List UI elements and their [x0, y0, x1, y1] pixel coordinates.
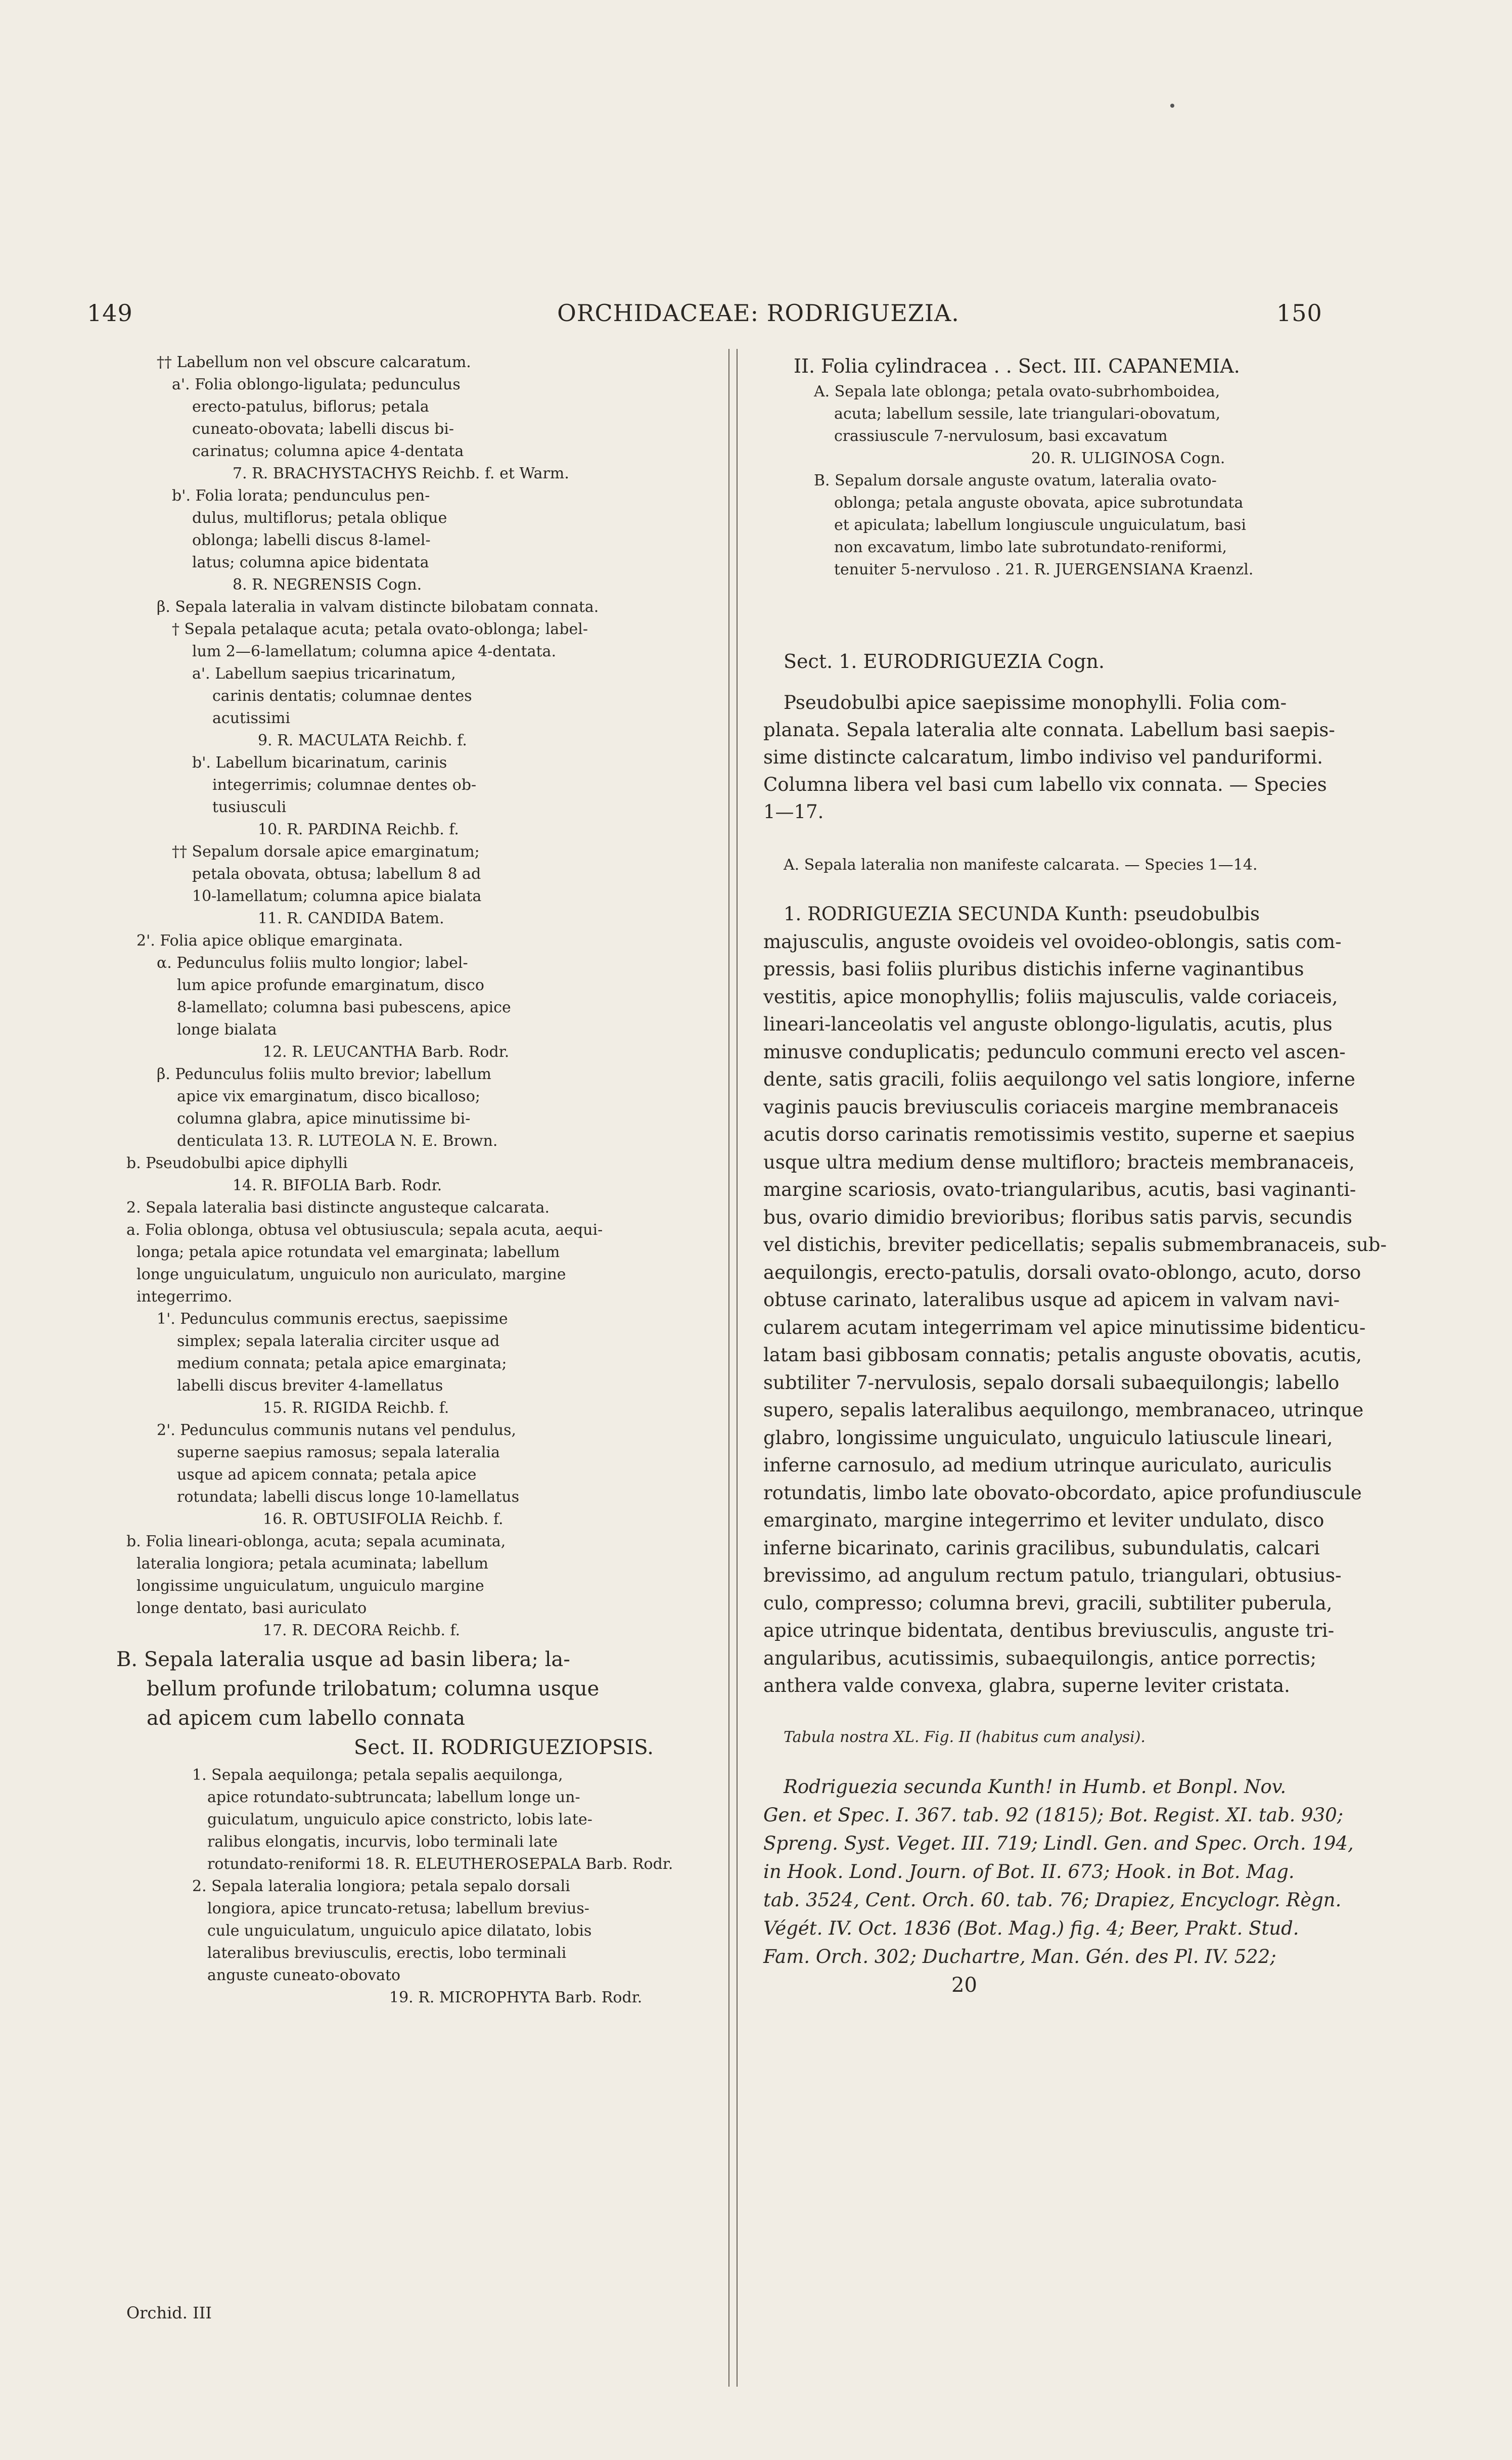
right-column — [763, 351, 1387, 1997]
key-line: carinatus; columna apice 4-dentata — [192, 442, 464, 460]
key-line: lum 2—6-lamellatum; columna apice 4-dentata. — [192, 643, 557, 660]
key-line: 10. R. PARDINA Reichb. f. — [258, 821, 459, 838]
key-line: crassiuscule 7-nervulosum, basi excavatum — [834, 427, 1168, 445]
text-line: subtiliter 7-nervulosis, sepalo dorsali subaequilongis; labello — [763, 1371, 1340, 1394]
key-line: tusiusculi — [212, 798, 287, 816]
text-line: majusculis, anguste ovoideis vel ovoideo-oblongis, satis com- — [763, 930, 1342, 953]
sect1-description — [763, 689, 1367, 826]
running-title: ORCHIDACEAE: RODRIGUEZIA. — [557, 299, 959, 327]
text-line: lineari-lanceolatis vel anguste oblongo-ligulatis, acutis, plus — [763, 1013, 1333, 1035]
key-line: et apiculata; labellum longiuscule unguiculatum, basi — [834, 516, 1246, 534]
key-line: apice vix emarginatum, disco bicalloso; — [177, 1088, 480, 1105]
key-line: b. Pseudobulbi apice diphylli — [126, 1154, 348, 1172]
text-line: Spreng. Syst. Veget. III. 719; Lindl. Gen. and Spec. Orch. 194, — [763, 1832, 1354, 1854]
left-column — [116, 351, 703, 2009]
key-line: longe unguiculatum, unguiculo non auriculato, margine — [136, 1266, 566, 1283]
text-line: planata. Sepala lateralia alte connata. Labellum basi saepis- — [763, 719, 1335, 741]
key-line: †† Sepalum dorsale apice emarginatum; — [172, 843, 480, 861]
key-line: †† Labellum non vel obscure calcaratum. — [157, 353, 471, 371]
key-line: apice rotundato-subtruncata; labellum longe un- — [207, 1788, 580, 1806]
key-line: B. Sepalum dorsale anguste ovatum, lateralia ovato- — [814, 472, 1217, 489]
key-line: integerrimis; columnae dentes ob- — [212, 776, 477, 794]
key-line: 1. Sepala aequilonga; petala sepalis aequilonga, — [192, 1766, 563, 1784]
text-line: glabro, longissime unguiculato, unguiculo latiuscule lineari, — [763, 1426, 1333, 1449]
key-line: 17. R. DECORA Reichb. f. — [263, 1622, 461, 1639]
text-line: brevissimo, ad angulum rectum patulo, triangulari, obtusius- — [763, 1564, 1342, 1586]
section-b-line-2: bellum profunde trilobatum; columna usque — [147, 1677, 600, 1701]
text-line: anthera valde convexa, glabra, superne leviter cristata. — [763, 1675, 1290, 1696]
key-line: lateralibus breviusculis, erectis, lobo terminali — [207, 1944, 567, 1962]
key-line: † Sepala petalaque acuta; petala ovato-oblonga; label- — [172, 620, 588, 638]
key-line: b'. Labellum bicarinatum, carinis — [192, 754, 447, 772]
text-line: acutis dorso carinatis remotissimis vestito, superne et saepius — [763, 1124, 1355, 1145]
text-line: vel distichis, breviter pedicellatis; sepalis submembranaceis, sub- — [763, 1234, 1387, 1256]
key-line: 20. R. ULIGINOSA Cogn. — [1031, 450, 1225, 467]
section-b-line-3: ad apicem cum labello connata — [147, 1707, 466, 1730]
key-line: 8-lamellato; columna basi pubescens, apice — [177, 999, 511, 1016]
text-line: latam basi gibbosam connatis; petalis anguste obovatis, acutis, — [763, 1344, 1362, 1366]
species-1-description — [763, 901, 1387, 1700]
key-line: guiculatum, unguiculo apice constricto, lobis late- — [207, 1811, 592, 1828]
key-line: dulus, multiflorus; petala oblique — [192, 509, 447, 527]
text-line: Columna libera vel basi cum labello vix connata. — Species — [763, 774, 1327, 795]
key-line: denticulata 13. R. LUTEOLA N. E. Brown. — [177, 1132, 498, 1150]
text-line: in Hook. Lond. Journ. of Bot. II. 673; Hook. in Bot. Mag. — [763, 1860, 1295, 1883]
key-line: simplex; sepala lateralia circiter usque ad — [177, 1332, 500, 1350]
key-line: non excavatum, limbo late subrotundato-reniformi, — [834, 539, 1227, 556]
key-line: 15. R. RIGIDA Reichb. f. — [263, 1399, 449, 1417]
key-line: cuneato-obovata; labelli discus bi- — [192, 420, 454, 438]
left-key-list-2 — [126, 1764, 703, 2009]
key-line: longissime unguiculatum, unguiculo margine — [136, 1577, 484, 1595]
key-line: tenuiter 5-nervuloso . 21. R. JUERGENSIANA Kraenzl. — [834, 561, 1254, 578]
text-line: sime distincte calcaratum, limbo indiviso vel panduriformi. — [763, 746, 1323, 768]
key-line: labelli discus breviter 4-lamellatus — [177, 1377, 443, 1395]
key-line: carinis dentatis; columnae dentes — [212, 687, 472, 705]
key-line: acuta; labellum sessile, late triangulari-obovatum, — [834, 405, 1221, 423]
footer-left: Orchid. III — [126, 2303, 212, 2322]
text-line: vaginis paucis breviusculis coriaceis margine membranaceis — [763, 1096, 1339, 1118]
key-line: lateralia longiora; petala acuminata; labellum — [136, 1555, 488, 1573]
key-line: usque ad apicem connata; petala apice — [177, 1466, 477, 1484]
key-line: petala obovata, obtusa; labellum 8 ad — [192, 865, 481, 883]
sect1-heading: Sect. 1. EURODRIGUEZIA Cogn. — [784, 650, 1105, 673]
key-line: b'. Folia lorata; pendunculus pen- — [172, 487, 430, 505]
key-line: b. Folia lineari-oblonga, acuta; sepala acuminata, — [126, 1533, 506, 1550]
key-line: latus; columna apice bidentata — [192, 554, 429, 571]
text-line: Gen. et Spec. I. 367. tab. 92 (1815); Bot. Regist. XI. tab. 930; — [763, 1804, 1344, 1826]
key-line: erecto-patulus, biflorus; petala — [192, 398, 429, 416]
text-line: margine scariosis, ovato-triangularibus, acutis, basi vaginanti- — [763, 1179, 1356, 1200]
key-line: longe bialata — [177, 1021, 277, 1039]
key-line: longe dentato, basi auriculato — [136, 1599, 367, 1617]
tabula-reference: Tabula nostra XL. Fig. II (habitus cum analysi). — [784, 1728, 1146, 1746]
key-line: medium connata; petala apice emarginata; — [177, 1355, 507, 1372]
text-line: obtuse carinato, lateralibus usque ad apicem in valvam navi- — [763, 1289, 1340, 1311]
text-line: bus, ovario dimidio brevioribus; floribus satis parvis, secundis — [763, 1206, 1353, 1228]
column-divider — [728, 349, 738, 2387]
text-line: inferne carnosulo, ad medium utrinque auriculato, auriculis — [763, 1454, 1332, 1476]
text-line: Rodriguezia secunda Kunth! in Humb. et Bonpl. Nov. — [784, 1775, 1287, 1798]
group-a-heading: A. Sepala lateralia non manifeste calcarata. — Species 1—14. — [784, 856, 1258, 874]
text-line: vestitis, apice monophyllis; foliis majusculis, valde coriaceis, — [763, 986, 1338, 1008]
key-line: 2'. Folia apice oblique emarginata. — [136, 932, 403, 950]
key-line: a'. Labellum saepius tricarinatum, — [192, 665, 456, 683]
signature-number: 20 — [951, 1973, 977, 1997]
key-line: lum apice profunde emarginatum, disco — [177, 976, 484, 994]
page-speck — [1170, 104, 1174, 108]
text-line: minusve conduplicatis; pedunculo communi erecto vel ascen- — [763, 1041, 1346, 1063]
text-line: angularibus, acutissimis, subaequilongis, antice porrectis; — [763, 1647, 1317, 1669]
key-line: columna glabra, apice minutissime bi- — [177, 1110, 471, 1128]
text-line: 1—17. — [763, 801, 824, 823]
key-line: 7. R. BRACHYSTACHYS Reichb. f. et Warm. — [233, 465, 569, 482]
key-line: A. Sepala late oblonga; petala ovato-subrhomboidea, — [814, 383, 1220, 400]
key-line: 11. R. CANDIDA Batem. — [258, 910, 444, 927]
text-line: dente, satis gracili, foliis aequilongo vel satis longiore, inferne — [763, 1068, 1355, 1090]
text-line: apice utrinque bidentata, dentibus breviusculis, anguste tri- — [763, 1620, 1335, 1641]
key-line: 2. Sepala lateralia longiora; petala sepalo dorsali — [192, 1877, 570, 1895]
page-number-left: 149 — [87, 299, 133, 327]
key-line: ralibus elongatis, incurvis, lobo terminali late — [207, 1833, 558, 1851]
key-line: β. Sepala lateralia in valvam distincte bilobatam connata. — [157, 598, 599, 616]
text-line: inferne bicarinato, carinis gracilibus, subundulatis, calcari — [763, 1537, 1320, 1559]
text-line: Végét. IV. Oct. 1836 (Bot. Mag.) fig. 4; Beer, Prakt. Stud. — [763, 1917, 1299, 1939]
key-line: 10-lamellatum; columna apice bialata — [192, 887, 482, 905]
key-line: 16. R. OBTUSIFOLIA Reichb. f. — [263, 1510, 503, 1528]
key-line: rotundato-reniformi 18. R. ELEUTHEROSEPALA Barb. Rodr. — [207, 1855, 673, 1873]
key-line: oblonga; petala anguste obovata, apice subrotundata — [834, 494, 1244, 512]
key-line: 2'. Pedunculus communis nutans vel pendulus, — [157, 1421, 517, 1439]
section-b-line-1: B. Sepala lateralia usque ad basin libera; la- — [116, 1648, 570, 1671]
key-line: α. Pedunculus foliis multo longior; label- — [157, 954, 468, 972]
key-line: integerrimo. — [136, 1288, 233, 1306]
section-b — [116, 1645, 703, 1762]
key-line: 9. R. MACULATA Reichb. f. — [258, 732, 467, 749]
text-line: aequilongis, erecto-patulis, dorsali ovato-oblongo, acuto, dorso — [763, 1261, 1361, 1283]
key-line: β. Pedunculus foliis multo brevior; labellum — [157, 1065, 492, 1083]
key-line: oblonga; labelli discus 8-lamel- — [192, 531, 431, 549]
key-line: a'. Folia oblongo-ligulata; pedunculus — [172, 376, 461, 393]
text-line: Pseudobulbi apice saepissime monophylli. Folia com- — [784, 692, 1287, 713]
text-line: emarginato, margine integerrimo et leviter undulato, disco — [763, 1509, 1324, 1531]
text-line: culo, compresso; columna brevi, gracili, subtiliter puberula, — [763, 1592, 1333, 1614]
text-line: pressis, basi foliis pluribus distichis inferne vaginantibus — [763, 958, 1304, 980]
text-line: 1. RODRIGUEZIA SECUNDA Kunth: pseudobulbis — [784, 903, 1260, 925]
references — [763, 1773, 1367, 1971]
key-line: 2. Sepala lateralia basi distincte angusteque calcarata. — [126, 1199, 550, 1217]
key-line: 8. R. NEGRENSIS Cogn. — [233, 576, 422, 594]
text-line: cularem acutam integerrimam vel apice minutissime bidenticu- — [763, 1316, 1366, 1338]
key-line: 1'. Pedunculus communis erectus, saepissime — [157, 1310, 508, 1328]
key-line: longiora, apice truncato-retusa; labellum brevius- — [207, 1900, 589, 1917]
key-line: cule unguiculatum, unguiculo apice dilatato, lobis — [207, 1922, 592, 1940]
page-number-right: 150 — [1276, 299, 1322, 327]
key-line: longa; petala apice rotundata vel emarginata; labellum — [136, 1243, 560, 1261]
capanemia-key — [763, 351, 1367, 581]
text-line: rotundatis, limbo late obovato-obcordato, apice profundiuscule — [763, 1482, 1362, 1504]
key-line: 19. R. MICROPHYTA Barb. Rodr. — [389, 1989, 643, 2006]
text-line: Fam. Orch. 302; Duchartre, Man. Gén. des Pl. IV. 522; — [763, 1945, 1276, 1967]
text-line: supero, sepalis lateralibus aequilongo, membranaceo, utrinque — [763, 1399, 1364, 1421]
key-line: rotundata; labelli discus longe 10-lamellatus — [177, 1488, 520, 1506]
key-line: 12. R. LEUCANTHA Barb. Rodr. — [263, 1043, 510, 1061]
key-line: a. Folia oblonga, obtusa vel obtusiuscula; sepala acuta, aequi- — [126, 1221, 603, 1239]
key-line: II. Folia cylindracea . . Sect. III. CAPANEMIA. — [794, 355, 1240, 377]
left-key-list — [126, 351, 703, 1642]
key-line: 14. R. BIFOLIA Barb. Rodr. — [233, 1177, 442, 1194]
key-line: superne saepius ramosus; sepala lateralia — [177, 1444, 500, 1461]
key-line: acutissimi — [212, 709, 291, 727]
text-line: tab. 3524, Cent. Orch. 60. tab. 76; Drapiez, Encyclogr. Règn. — [763, 1889, 1342, 1911]
key-line: anguste cuneato-obovato — [207, 1966, 401, 1984]
section-b-heading: Sect. II. RODRIGUEZIOPSIS. — [354, 1736, 654, 1759]
text-line: usque ultra medium dense multifloro; bracteis membranaceis, — [763, 1151, 1355, 1173]
